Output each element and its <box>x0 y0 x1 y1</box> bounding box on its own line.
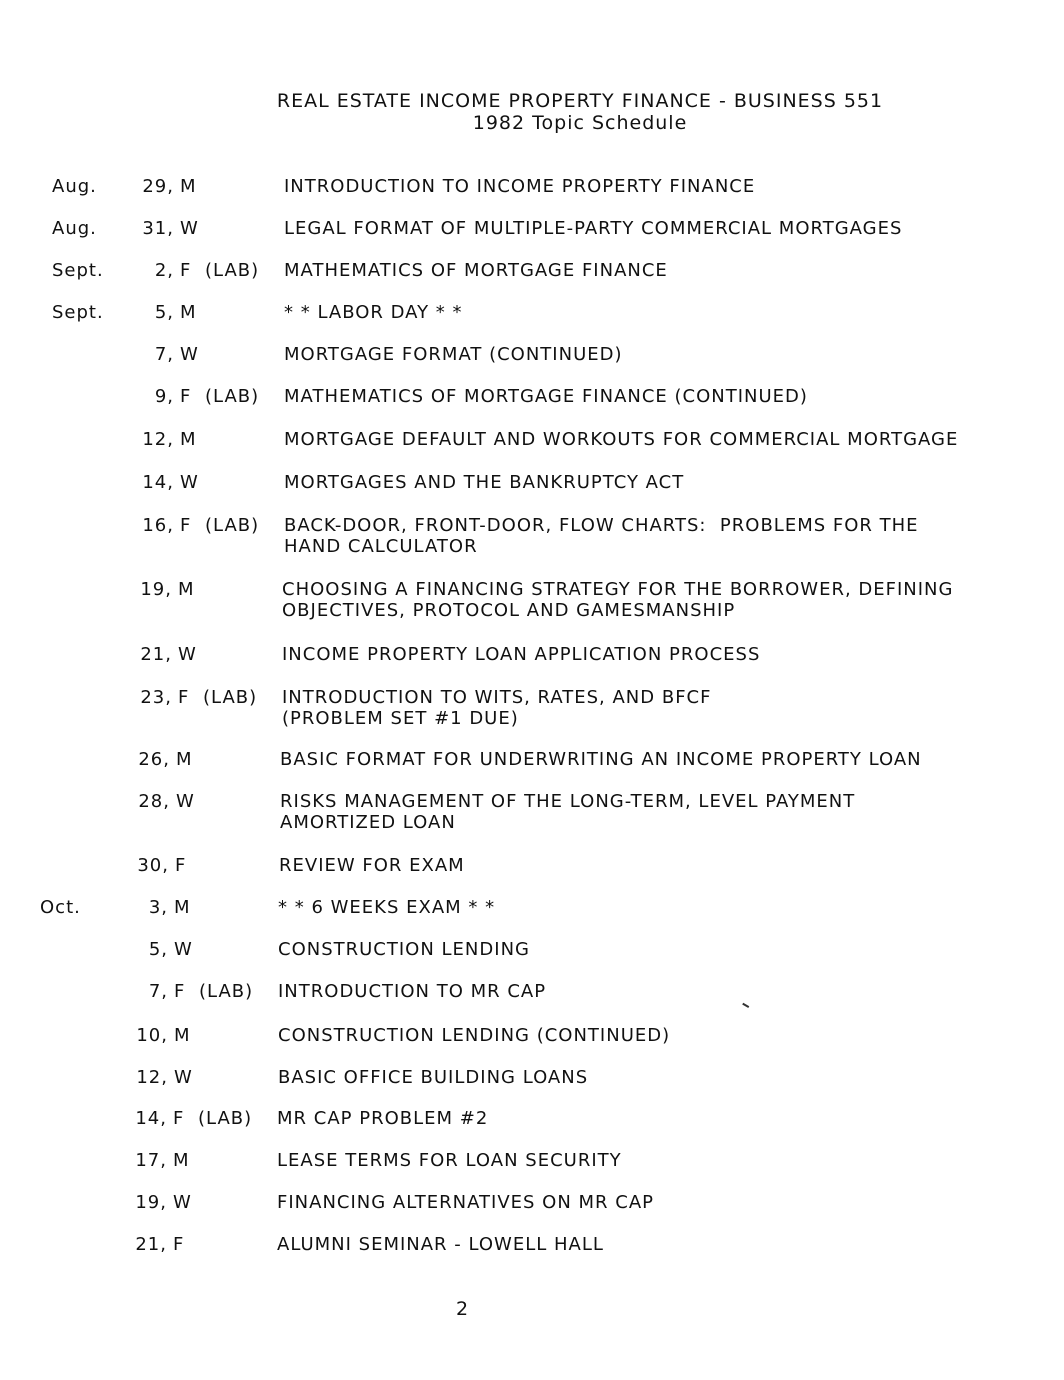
row-lab-tag: (LAB) <box>205 515 260 536</box>
row-topic-line: BASIC FORMAT FOR UNDERWRITING AN INCOME PROPERTY LOAN <box>280 749 922 770</box>
row-weekday: M <box>176 749 193 770</box>
row-weekday: W <box>178 644 197 665</box>
row-topic-line: RISKS MANAGEMENT OF THE LONG-TERM, LEVEL PAYMENT <box>280 791 856 812</box>
row-topic-line: REVIEW FOR EXAM <box>279 855 465 876</box>
row-topic-line: BASIC OFFICE BUILDING LOANS <box>278 1067 589 1088</box>
row-weekday: W <box>180 472 199 493</box>
row-weekday: M <box>180 176 197 197</box>
row-topic <box>284 218 902 239</box>
row-day: 3, <box>148 897 168 918</box>
row-day: 7, <box>154 344 174 365</box>
row-day: 10, <box>136 1025 168 1046</box>
row-day: 5, <box>148 939 168 960</box>
row-topic-line: MORTGAGES AND THE BANKRUPTCY ACT <box>284 472 685 493</box>
row-day: 9, <box>154 386 174 407</box>
row-topic-line: AMORTIZED LOAN <box>280 812 456 833</box>
row-topic-line: ALUMNI SEMINAR - LOWELL HALL <box>277 1234 604 1255</box>
row-day: 14, <box>135 1108 167 1129</box>
row-lab-tag: (LAB) <box>199 981 254 1002</box>
row-lab-tag: (LAB) <box>198 1108 253 1129</box>
row-day: 29, <box>142 176 174 197</box>
row-topic-line: FINANCING ALTERNATIVES ON MR CAP <box>277 1192 655 1213</box>
row-month: Aug. <box>52 218 97 239</box>
row-weekday: F <box>173 1234 185 1255</box>
row-topic <box>284 176 755 197</box>
row-weekday: F <box>173 1108 185 1129</box>
row-topic <box>284 260 668 281</box>
row-month: Aug. <box>52 176 97 197</box>
row-weekday: W <box>180 344 199 365</box>
row-day: 21, <box>140 644 172 665</box>
row-topic-line: INTRODUCTION TO INCOME PROPERTY FINANCE <box>284 176 756 197</box>
row-day: 12, <box>142 429 174 450</box>
document-subtitle: 1982 Topic Schedule <box>472 112 688 134</box>
row-topic-line: (PROBLEM SET #1 DUE) <box>282 708 519 729</box>
row-weekday: M <box>173 1150 190 1171</box>
row-topic <box>278 897 495 918</box>
row-month: Sept. <box>52 302 104 323</box>
row-weekday: W <box>174 1067 193 1088</box>
row-day: 12, <box>136 1067 168 1088</box>
row-topic-line: INTRODUCTION TO MR CAP <box>278 981 547 1002</box>
row-topic-line: CONSTRUCTION LENDING (CONTINUED) <box>278 1025 671 1046</box>
row-topic <box>279 855 465 876</box>
row-topic <box>282 579 953 621</box>
row-topic <box>284 302 463 323</box>
row-topic <box>284 472 684 493</box>
row-day: 7, <box>148 981 168 1002</box>
row-topic <box>278 939 530 960</box>
row-day: 19, <box>140 579 172 600</box>
row-topic-line: MATHEMATICS OF MORTGAGE FINANCE <box>284 260 668 281</box>
row-topic <box>278 1025 670 1046</box>
row-weekday: F <box>180 260 192 281</box>
row-topic-line: BACK-DOOR, FRONT-DOOR, FLOW CHARTS: PROBLEMS FOR THE <box>284 515 919 536</box>
row-day: 16, <box>142 515 174 536</box>
row-weekday: W <box>176 791 195 812</box>
row-lab-tag: (LAB) <box>205 386 260 407</box>
row-topic <box>278 1067 588 1088</box>
row-day: 17, <box>135 1150 167 1171</box>
row-topic-line: MR CAP PROBLEM #2 <box>277 1108 489 1129</box>
row-topic-line: INCOME PROPERTY LOAN APPLICATION PROCESS <box>282 644 761 665</box>
row-topic <box>282 687 711 729</box>
row-topic <box>277 1108 488 1129</box>
row-topic <box>277 1234 604 1255</box>
row-topic-line: LEGAL FORMAT OF MULTIPLE-PARTY COMMERCIAL MORTGAGES <box>284 218 903 239</box>
row-topic-line: MORTGAGE FORMAT (CONTINUED) <box>284 344 623 365</box>
row-lab-tag: (LAB) <box>205 260 260 281</box>
row-day: 26, <box>138 749 170 770</box>
row-weekday: W <box>180 218 199 239</box>
row-topic-line: INTRODUCTION TO WITS, RATES, AND BFCF <box>282 687 712 708</box>
row-topic <box>284 386 808 407</box>
row-weekday: M <box>174 1025 191 1046</box>
row-weekday: F <box>174 981 186 1002</box>
row-weekday: W <box>174 939 193 960</box>
row-topic-line: * * 6 WEEKS EXAM * * <box>278 897 496 918</box>
row-weekday: F <box>180 386 192 407</box>
row-topic <box>280 749 922 770</box>
row-topic-line: MATHEMATICS OF MORTGAGE FINANCE (CONTINUED) <box>284 386 808 407</box>
row-day: 21, <box>135 1234 167 1255</box>
row-day: 14, <box>142 472 174 493</box>
row-topic-line: * * LABOR DAY * * <box>284 302 463 323</box>
row-topic-line: MORTGAGE DEFAULT AND WORKOUTS FOR COMMERCIAL MORTGAGE <box>284 429 959 450</box>
row-topic <box>277 1192 654 1213</box>
row-month: Sept. <box>52 260 104 281</box>
row-weekday: M <box>180 429 197 450</box>
row-weekday: W <box>173 1192 192 1213</box>
row-topic-line: CHOOSING A FINANCING STRATEGY FOR THE BORROWER, DEFINING <box>282 579 954 600</box>
row-day: 28, <box>138 791 170 812</box>
row-topic-line: LEASE TERMS FOR LOAN SECURITY <box>277 1150 622 1171</box>
page-number: 2 <box>455 1298 469 1320</box>
row-topic <box>280 791 855 833</box>
row-day: 23, <box>140 687 172 708</box>
row-weekday: M <box>178 579 195 600</box>
row-topic-line: CONSTRUCTION LENDING <box>278 939 530 960</box>
row-weekday: F <box>178 687 190 708</box>
row-month: Oct. <box>40 897 81 918</box>
row-weekday: M <box>174 897 191 918</box>
scan-mark <box>740 1003 750 1013</box>
row-topic <box>284 344 623 365</box>
row-day: 30, <box>137 855 169 876</box>
row-weekday: F <box>175 855 187 876</box>
document-header <box>0 90 1064 134</box>
row-weekday: M <box>180 302 197 323</box>
row-topic-line: HAND CALCULATOR <box>284 536 478 557</box>
row-topic-line: OBJECTIVES, PROTOCOL AND GAMESMANSHIP <box>282 600 736 621</box>
row-topic <box>284 515 919 557</box>
row-lab-tag: (LAB) <box>203 687 258 708</box>
row-day: 2, <box>154 260 174 281</box>
row-topic <box>284 429 958 450</box>
row-weekday: F <box>180 515 192 536</box>
row-day: 5, <box>154 302 174 323</box>
row-topic <box>282 644 760 665</box>
row-day: 19, <box>135 1192 167 1213</box>
row-topic <box>277 1150 622 1171</box>
row-day: 31, <box>142 218 174 239</box>
document-title: REAL ESTATE INCOME PROPERTY FINANCE - BUSINESS 551 <box>276 90 884 112</box>
row-topic <box>278 981 546 1002</box>
